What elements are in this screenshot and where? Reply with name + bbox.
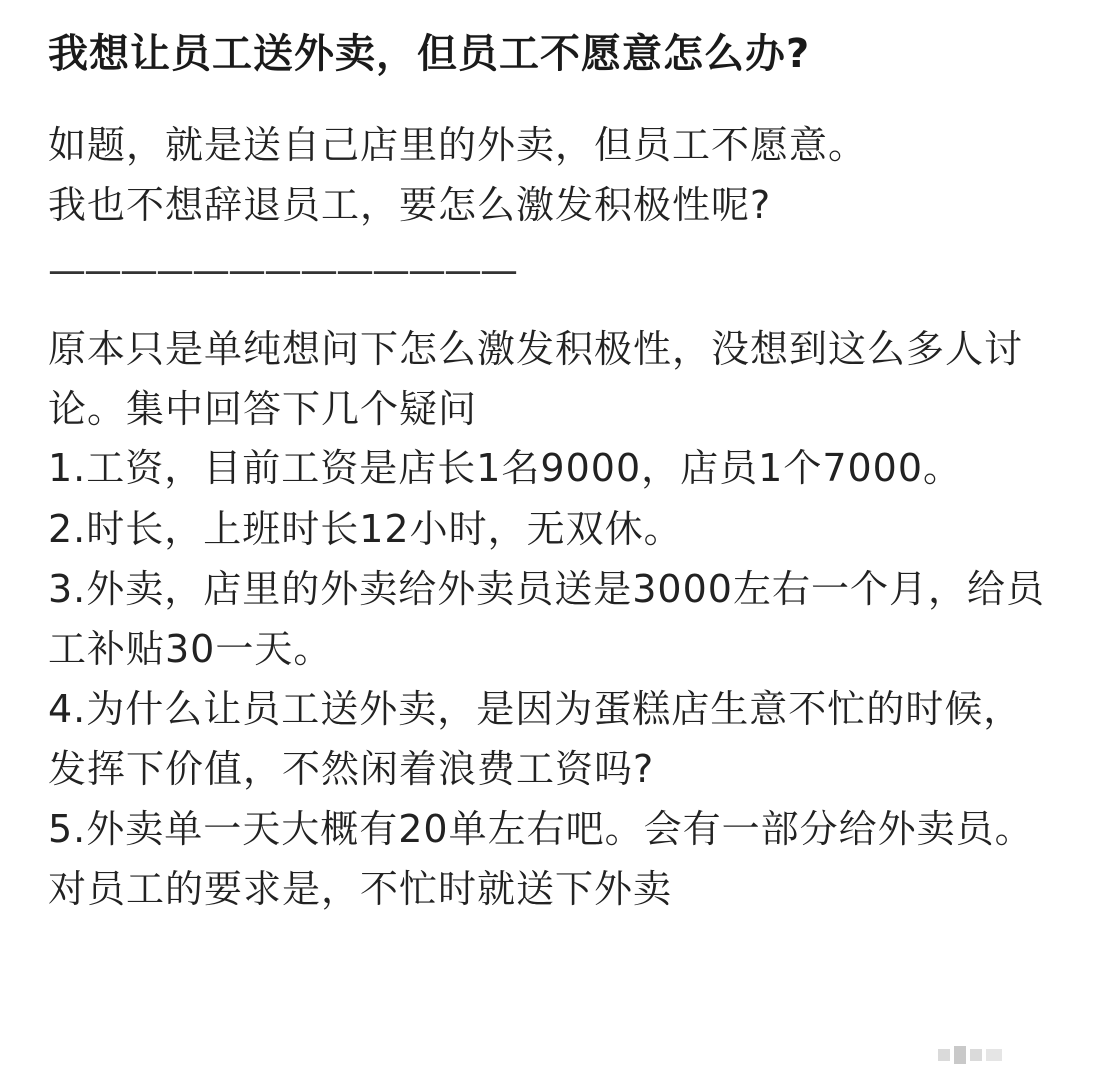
answer-item: 4.为什么让员工送外卖，是因为蛋糕店生意不忙的时候，发挥下价值，不然闲着浪费工资吗? [48,687,1023,791]
answer-paragraph: 原本只是单纯想问下怎么激发积极性，没想到这么多人讨论。集中回答下几个疑问 [48,327,1024,431]
watermark-glyph [938,1049,950,1061]
answer-item: 5.外卖单一天大概有20单左右吧。会有一部分给外卖员。对员工的要求是，不忙时就送下外卖 [48,807,1034,911]
divider-line: ————————————— [48,248,516,292]
answer-item: 1.工资，目前工资是店长1名9000，店员1个7000。 [48,446,963,490]
watermark-icon [938,1042,1008,1068]
post-answer [48,319,1058,919]
watermark-glyph [986,1049,1002,1061]
intro-line: 我也不想辞退员工，要怎么激发积极性呢? [48,183,772,227]
answer-item: 2.时长，上班时长12小时，无双休。 [48,507,683,551]
watermark-glyph [954,1046,966,1064]
watermark-glyph [970,1049,982,1061]
answer-item: 3.外卖，店里的外卖给外卖员送是3000左右一个月，给员工补贴30一天。 [48,567,1045,671]
intro-line: 如题，就是送自己店里的外卖，但员工不愿意。 [48,123,868,167]
post-title: 我想让员工送外卖，但员工不愿意怎么办? [48,31,811,77]
post-intro [48,115,1058,235]
